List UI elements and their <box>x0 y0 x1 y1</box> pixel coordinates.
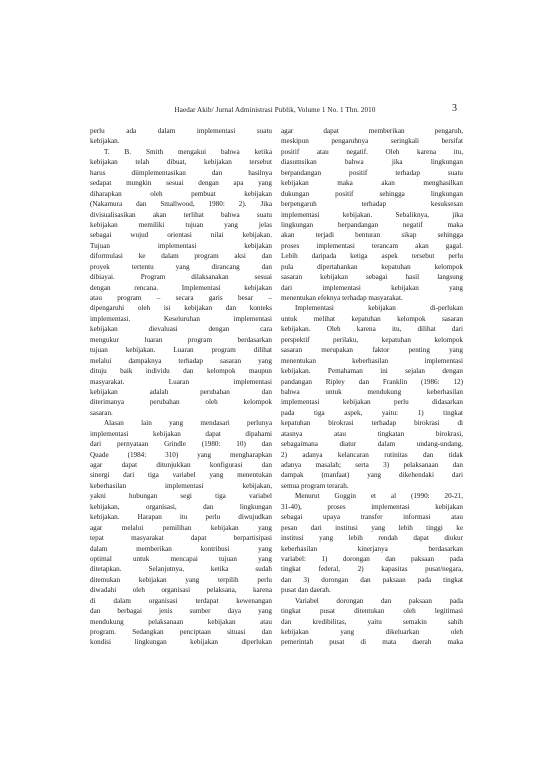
text-line: dengan rencana. Implementasi kebijakan <box>90 283 272 292</box>
text-line: bahwa untuk mendukung keberhasilan <box>281 387 463 396</box>
text-line: di dalam organisasi terdapat kewenangan <box>90 596 272 605</box>
text-line: keberhasilan implementasi kebijakan, <box>90 481 272 490</box>
text-line: sebagai wujud orientasi nilai kebijakan. <box>90 231 272 240</box>
text-line: dukungan positif sehingga lingkungan <box>281 189 463 198</box>
text-line: dari pernyataan Grindle (1980: 10) dan <box>90 440 272 449</box>
text-line: sinergi dari tiga variabel yang menentukan <box>90 471 272 480</box>
text-line: perspektif perilaku, kepatuhan kelompok <box>281 335 463 344</box>
text-line: sebagaimana diatur dalam undang-undang, <box>281 440 463 449</box>
text-line: kebijakan dievaluasi dengan cara <box>90 325 272 334</box>
text-line: diasumsikan bahwa jika lingkungan <box>281 158 463 167</box>
text-line: kebijakan. Pemahaman ini sejalan dengan <box>281 367 463 376</box>
text-line: dampak (manfaat) yang dikehendaki dari <box>281 471 463 480</box>
text-line: Quade (1984: 310) yang mengharapkan <box>90 450 272 459</box>
text-line: tujuan kebijakan. Luaran program dilihat <box>90 346 272 355</box>
text-line: institusi yang lebih rendah dapat diukur <box>281 534 463 543</box>
text-line: dan berbagai jenis sumber daya yang <box>90 607 272 616</box>
text-line: keberhasilan kinerjanya berdasarkan <box>281 544 463 553</box>
text-line: optimal untuk mencapai tujuan yang <box>90 554 272 563</box>
text-line: pesan dari institusi yang lebih tinggi ke <box>281 523 463 532</box>
text-line: agar melalui pemilihan kebijakan yang <box>90 523 272 532</box>
text-line: meskipun pengaruhnya seringkali bersifat <box>281 137 463 146</box>
text-line: Lebih daripada ketiga aspek tersebut perlu <box>281 252 463 261</box>
text-line: kondisi lingkungan kebijakan diperlukan <box>90 638 272 647</box>
text-line: agar dapat ditunjukkan konfigurasi dan <box>90 461 272 469</box>
text-line: 2) adanya kelancaran rutinitas dan tidak <box>281 450 463 459</box>
text-line: mengukur luaran program berdasarkan <box>90 335 272 344</box>
text-line: lingkungan berpandangan negatif maka <box>281 220 463 229</box>
text-line: diterimanya perubahan oleh kelompok <box>90 398 272 407</box>
text-line: akan terjadi benturan sikap sehingga <box>281 231 463 240</box>
text-line: sasaran kebijakan sebagai hasil langsung <box>281 273 463 282</box>
text-line: tepat masyarakat dapat berpartisipasi <box>90 534 272 543</box>
text-line: proyek tertentu yang dirancang dan <box>90 262 272 271</box>
text-line: atasnya atau tingkatan birokrasi, <box>281 429 463 438</box>
text-line: Alasan lain yang mendasari perlunya <box>104 419 272 428</box>
text-line: kepatuhan birokrasi terhadap birokrasi di <box>281 419 463 428</box>
right-text-column <box>281 126 463 648</box>
text-line: Variabel dorongan dan paksaan pada <box>295 596 463 605</box>
text-line: dipengaruhi oleh isi kebijakan dan konteks <box>90 304 272 313</box>
text-line: pandangan Ripley dan Franklin (1986: 12) <box>281 377 463 386</box>
text-line: kebijakan. Oleh karena itu, dilihat dari <box>281 325 463 334</box>
text-line: implementasi kebijakan dapat dipahami <box>90 429 272 438</box>
text-line: program. Sedangkan penciptaan situasi dan <box>90 628 272 636</box>
text-line: kebijakan telah dibuat, kebijakan tersebut <box>90 158 272 167</box>
text-line: 31-40), proses implementasi kebijakan <box>281 502 463 511</box>
text-line: atau program – secara garis besar – <box>90 294 272 302</box>
text-line: dan kredibilitas, yaitu semakin sahih <box>281 617 463 626</box>
text-line: pemerintah pusat di mata daerah maka <box>281 638 463 647</box>
text-line: kebijakan adalah perubahan dan <box>90 387 272 396</box>
text-line: untuk melihat kepatuhan kelompok sasaran <box>281 314 463 323</box>
text-line: sasaran. <box>90 408 113 417</box>
text-line: kebijakan maka akan menghasilkan <box>281 179 463 188</box>
text-line: implementasi kebijakan perlu didasarkan <box>281 398 463 407</box>
text-line: Tujuan implementasi kebijakan <box>90 241 272 250</box>
text-line: tingkat federal, 2) kapasitas pusat/negara, <box>281 565 463 574</box>
text-line: mendukung pelaksanaan kebijakan atau <box>90 617 272 626</box>
text-line: ditetapkan. Selanjutnya, ketika sudah <box>90 565 272 574</box>
text-line: berpandangan positif terhadap suatu <box>281 168 463 177</box>
text-line: menentukan efeknya terhadap masyarakat. <box>281 294 403 302</box>
text-line: pada tiga aspek, yaitu: 1) tingkat <box>281 408 463 417</box>
text-line: variabel: 1) dorongan dan paksaan pada <box>281 554 463 563</box>
text-line: (Nakamura dan Smallwood, 1980: 2). Jika <box>90 200 272 209</box>
text-line: sasaran merupakan faktor penting yang <box>281 346 463 355</box>
text-line: masyarakat. Luaran implementasi <box>90 377 272 386</box>
text-line: berpengaruh terhadap kesuksesan <box>281 200 463 209</box>
left-text-column <box>90 126 272 648</box>
text-line: semua program terarah. <box>281 481 349 490</box>
text-line: T. B. Smith mengakui bahwa ketika <box>104 147 272 156</box>
text-line: diformulasi ke dalam program aksi dan <box>90 252 272 261</box>
text-line: Implementasi kebijakan di-perlukan <box>295 304 463 313</box>
text-line: melalui dampaknya terhadap sasaran yang <box>90 356 272 365</box>
text-line: menentukan keberhasilan implementasi <box>281 356 463 365</box>
text-line: kebijakan memiliki tujuan yang jelas <box>90 220 272 229</box>
text-line: dibiayai. Program dilaksanakan sesuai <box>90 273 272 282</box>
text-line: kebijakan. <box>90 137 120 146</box>
text-line: diharapkan oleh pembuat kebijakan <box>90 189 272 198</box>
text-line: ditemukan kebijakan yang terpilih perlu <box>90 575 272 584</box>
text-line: tingkat pusat ditentukan oleh legitimasi <box>281 607 463 616</box>
text-line: kebijakan yang dikeluarkan oleh <box>281 628 463 636</box>
text-line: pusat dan daerah. <box>281 586 331 595</box>
text-line: dari implementasi kebijakan yang <box>281 283 463 292</box>
text-line: Menurut Goggin et al (1990: 20-21, <box>295 492 463 501</box>
running-header: Haedar Akib/ Jurnal Administrasi Publik, Volume 1 No. 1 Thn. 2010 <box>174 106 376 114</box>
text-line: implementasi kebijakan. Sebaliknya, jika <box>281 210 463 219</box>
text-line: adanya masalah; serta 3) pelaksanaan dan <box>281 461 463 469</box>
page-number: 3 <box>452 103 457 114</box>
text-line: kebijakan. Harapan itu perlu diwujudkan <box>90 513 272 522</box>
text-line: proses implementasi terancam akan gagal. <box>281 241 463 250</box>
text-line: dalam memberikan kontribusi yang <box>90 544 272 553</box>
text-line: sebagai upaya transfer informasi atau <box>281 513 463 522</box>
text-line: kebijakan, organisasi, dan lingkungan <box>90 502 272 511</box>
text-line: positif atau negatif. Oleh karena itu, <box>281 147 463 156</box>
text-line: pula dipertahankan kepatuhan kelompok <box>281 262 463 271</box>
text-line: implementasi. Keseluruhan implementasi <box>90 314 272 323</box>
text-line: harus diimplementasikan dan hasilnya <box>90 168 272 177</box>
text-line: sedapat mungkin sesuai dengan apa yang <box>90 179 272 188</box>
text-line: yakni hubungan segi tiga variabel <box>90 492 272 501</box>
text-line: agar dapat memberikan pengaruh, <box>281 127 463 135</box>
text-line: divisualisasikan akan terlihat bahwa suatu <box>90 210 272 219</box>
text-line: dituju baik individu dan kelompok maupun <box>90 367 272 376</box>
text-line: dan 3) dorongan dan paksaan pada tingkat <box>281 575 463 584</box>
text-line: diwadahi oleh organisasi pelaksana, karena <box>90 586 272 595</box>
text-line: perlu ada dalam implementasi suatu <box>90 127 272 135</box>
